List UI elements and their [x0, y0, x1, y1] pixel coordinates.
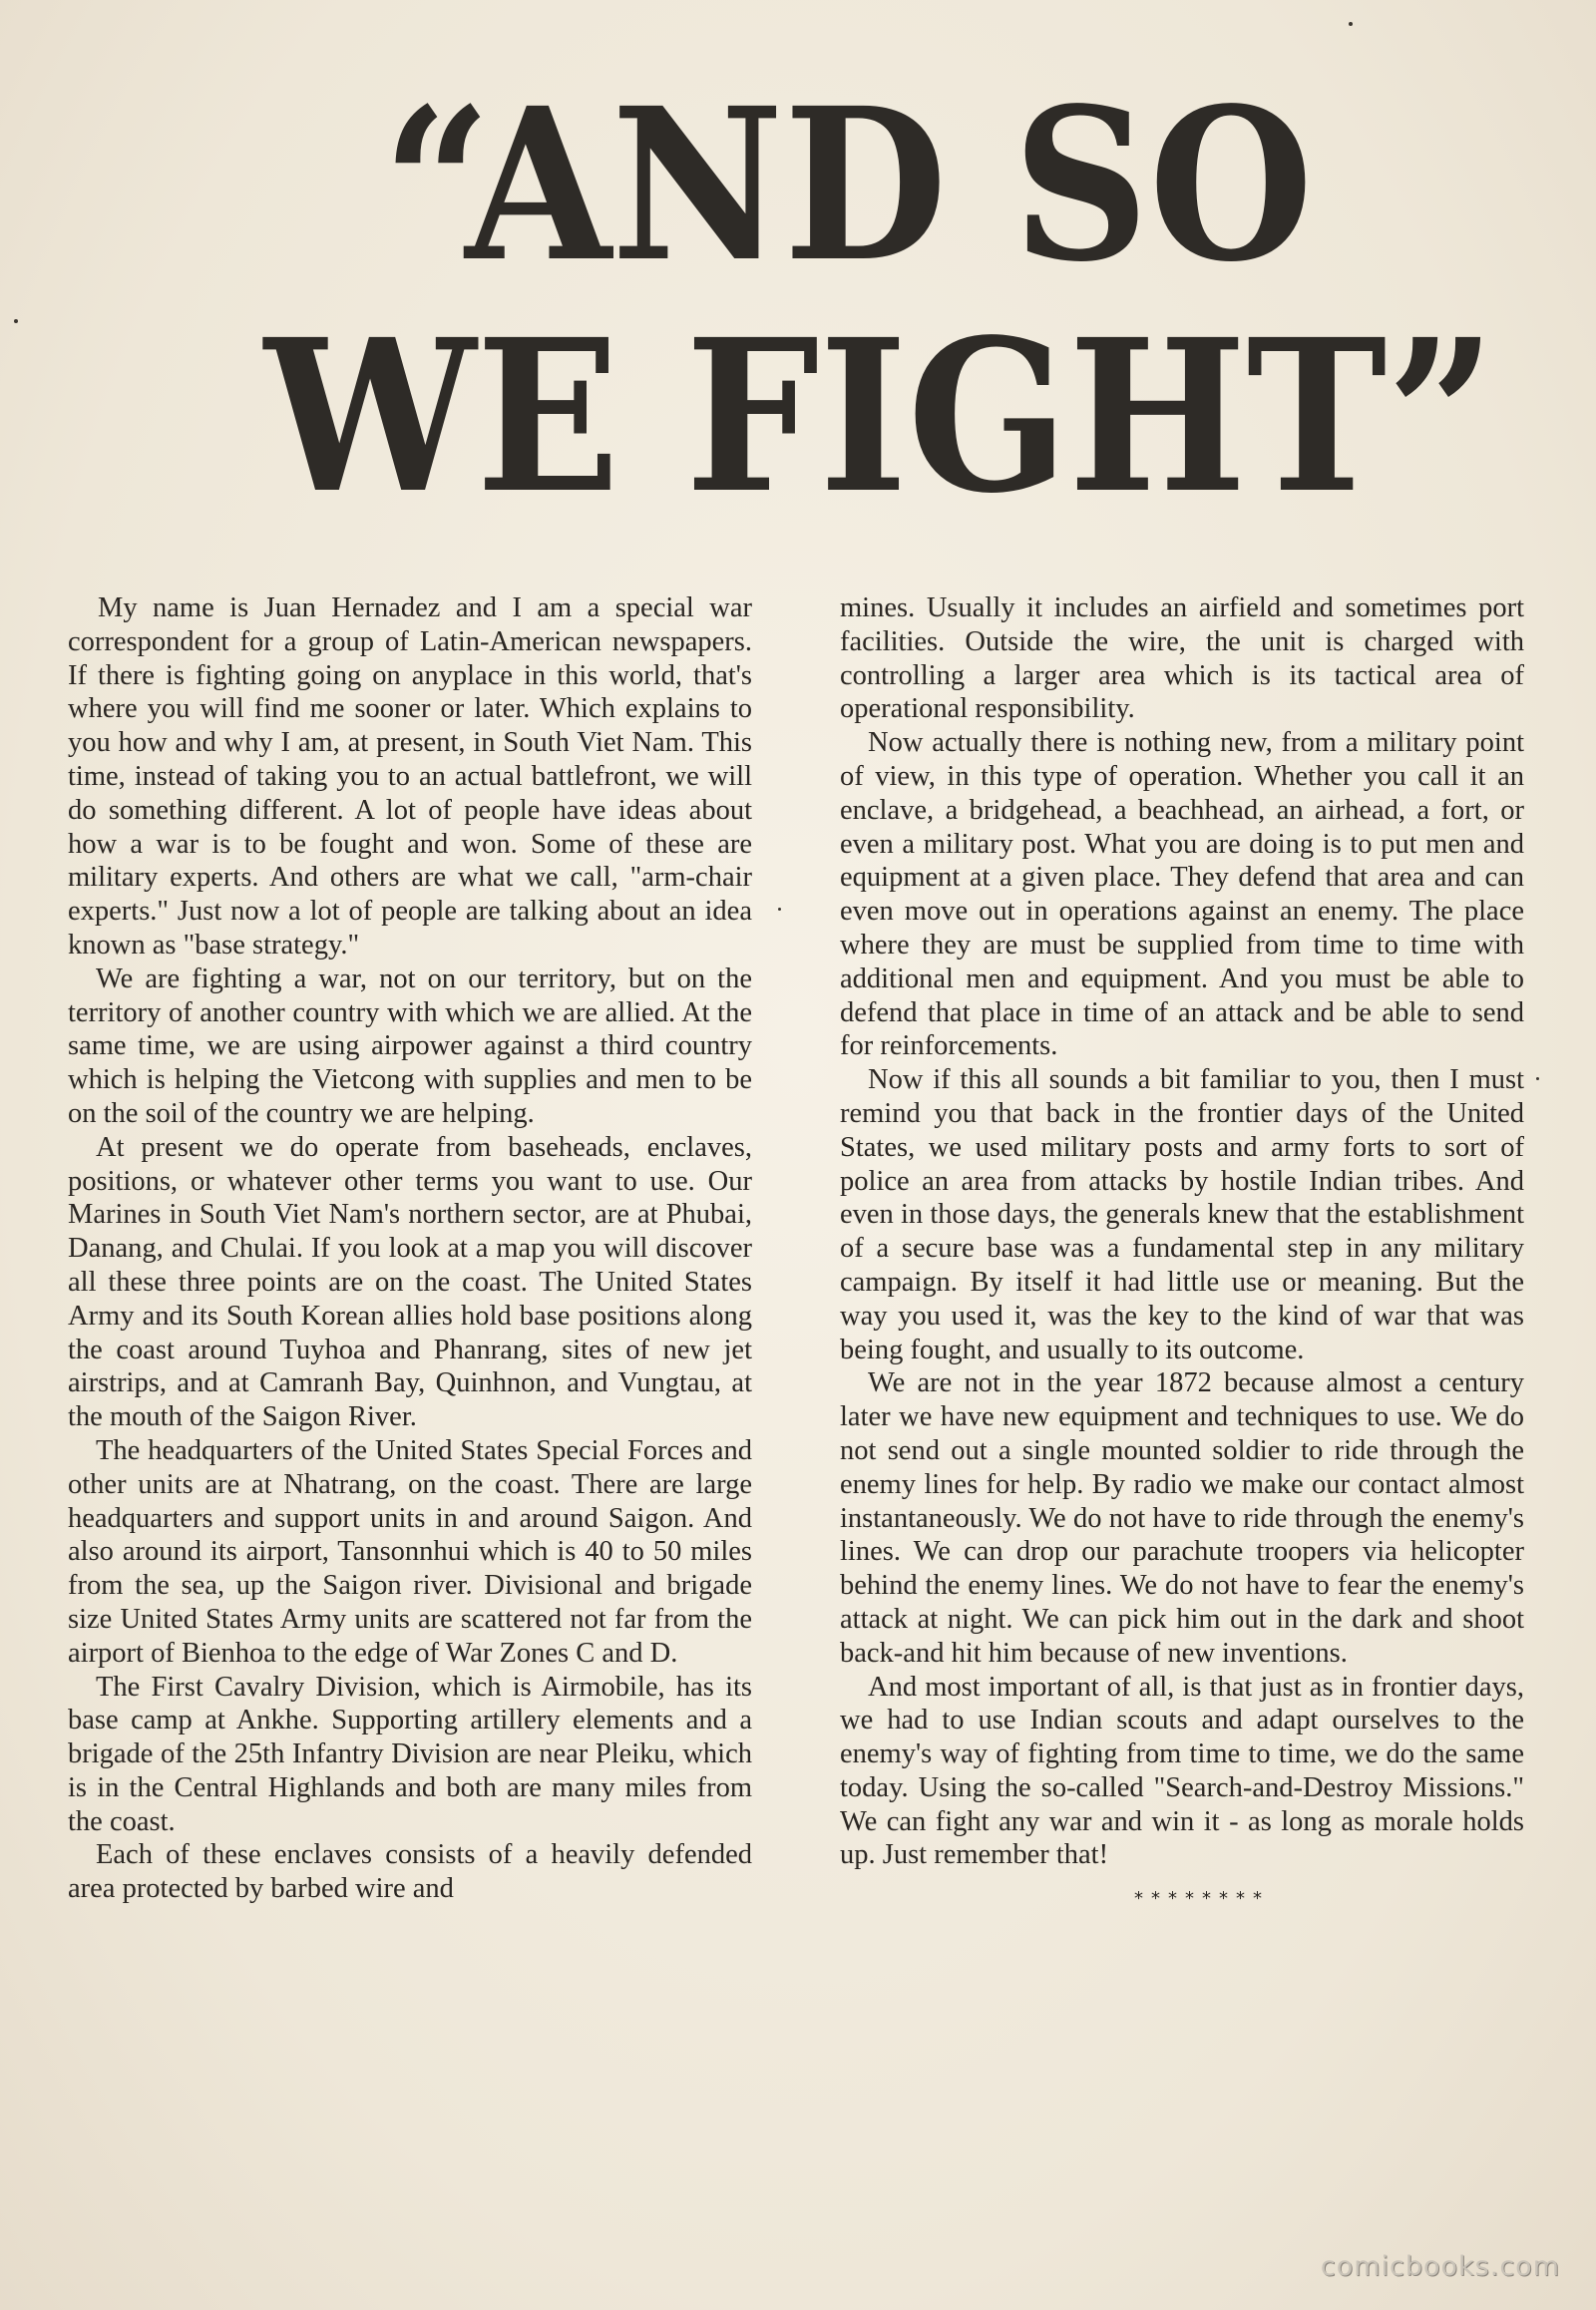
paragraph: And most important of all, is that just as in frontier days, we had to use Indian scouts and adapt ourselves to the enemy's way of fighting from time to time, we do the same today. Using the so-called "Search-and-Destroy Missions." We can fight any war and win it - as long as morale holds up. Just remember that!: [840, 1671, 1524, 1871]
paragraph: We are fighting a war, not on our territory, but on the territory of another country with which we are allied. At the same time, we are using airpower against a third country which is helping the Vietcong with supplies and men to be on the soil of the country we are helping.: [68, 962, 752, 1129]
paragraph: mines. Usually it includes an airfield and sometimes port facilities. Outside the wire, the unit is charged with controlling a larger area which is its tactical area of operational responsibility.: [840, 592, 1524, 725]
left-column: [68, 591, 752, 2227]
article-headline: [264, 62, 1496, 540]
paragraph: Now actually there is nothing new, from a military point of view, in this type of operation. Whether you call it an enclave, a bridgehead, a beachhead, an airhead, a fort, or even a military post. What you are doing is to put men and equipment at a given place. They defend that area and can even move out in operations against an enemy. The place where they are must be supplied from time to time with additional men and equipment. And you must be able to defend that place in time of an attack and be able to send for reinforcements.: [840, 727, 1524, 1062]
paragraph: Each of these enclaves consists of a heavily defended area protected by barbed wire and: [68, 1839, 752, 1905]
paragraph: The headquarters of the United States Special Forces and other units are at Nhatrang, on the coast. There are large headquarters and support units in and around Saigon. And also around its airport, Tansonnhui which is 40 to 50 miles from the sea, up the Saigon river. Divisional and brigade size United States Army units are scattered not far from the airport of Bienhoa to the edge of War Zones C and D.: [68, 1434, 752, 1669]
print-speck: [14, 319, 18, 323]
print-speck: [1349, 22, 1353, 26]
headline-line-1: “AND SO: [382, 62, 1314, 308]
end-of-article-mark: ********: [1134, 1888, 1270, 1910]
paragraph: We are not in the year 1872 because almost a century later we have new equipment and techniques to use. We do not send out a single mounted soldier to ride through the enemy lines for help. By radio we make our contact almost instantaneously. We do not have to ride through the enemy's lines. We can drop our parachute troopers via helicopter behind the enemy lines. We do not have to fear the enemy's attack at night. We can pick him out in the dark and shoot back-and hit him because of new inventions.: [840, 1367, 1524, 1669]
headline-line-2: WE FIGHT”: [264, 293, 1496, 540]
paragraph: At present we do operate from baseheads, enclaves, positions, or whatever other terms you want to use. Our Marines in South Viet Nam's northern sector, are at Phubai, Danang, and Chulai. If you look at a map you will discover all these three points are on the coast. The United States Army and its South Korean allies hold base positions along the coast around Tuyhoa and Phanrang, sites of new jet airstrips, and at Camranh Bay, Quinhnon, and Vungtau, at the mouth of the Saigon River.: [68, 1131, 752, 1433]
article-body: [68, 591, 1524, 2227]
right-column: [840, 591, 1524, 2227]
paragraph: My name is Juan Hernadez and I am a special war correspondent for a group of Latin-American newspapers. If there is fighting going on anyplace in this world, that's where you will find me sooner or later. Which explains to you how and why I am, at present, in South Viet Nam. This time, instead of taking you to an actual battlefront, we will do something different. A lot of people have ideas about how a war is to be fought and won. Some of these are military experts. And others are what we call, "arm-chair experts." Just now a lot of people are talking about an idea known as "base strategy.": [68, 592, 752, 961]
print-speck: [778, 908, 781, 911]
paragraph: Now if this all sounds a bit familiar to you, then I must remind you that back in the frontier days of the United States, we used military posts and army forts to sort of police an area from attacks by hostile Indian tribes. And even in those days, the generals knew that the establishment of a secure base was a fundamental step in any military campaign. By itself it had little use or meaning. But the way you used it, was the key to the kind of war that was being fought, and usually to its outcome.: [840, 1064, 1524, 1365]
paragraph: The First Cavalry Division, which is Airmobile, has its base camp at Ankhe. Supporting artillery elements and a brigade of the 25th Infantry Division are near Pleiku, which is in the Central Highlands and both are many miles from the coast.: [68, 1671, 752, 1837]
site-watermark: comicbooks.com: [1320, 2251, 1560, 2282]
print-speck: [1536, 1077, 1539, 1080]
